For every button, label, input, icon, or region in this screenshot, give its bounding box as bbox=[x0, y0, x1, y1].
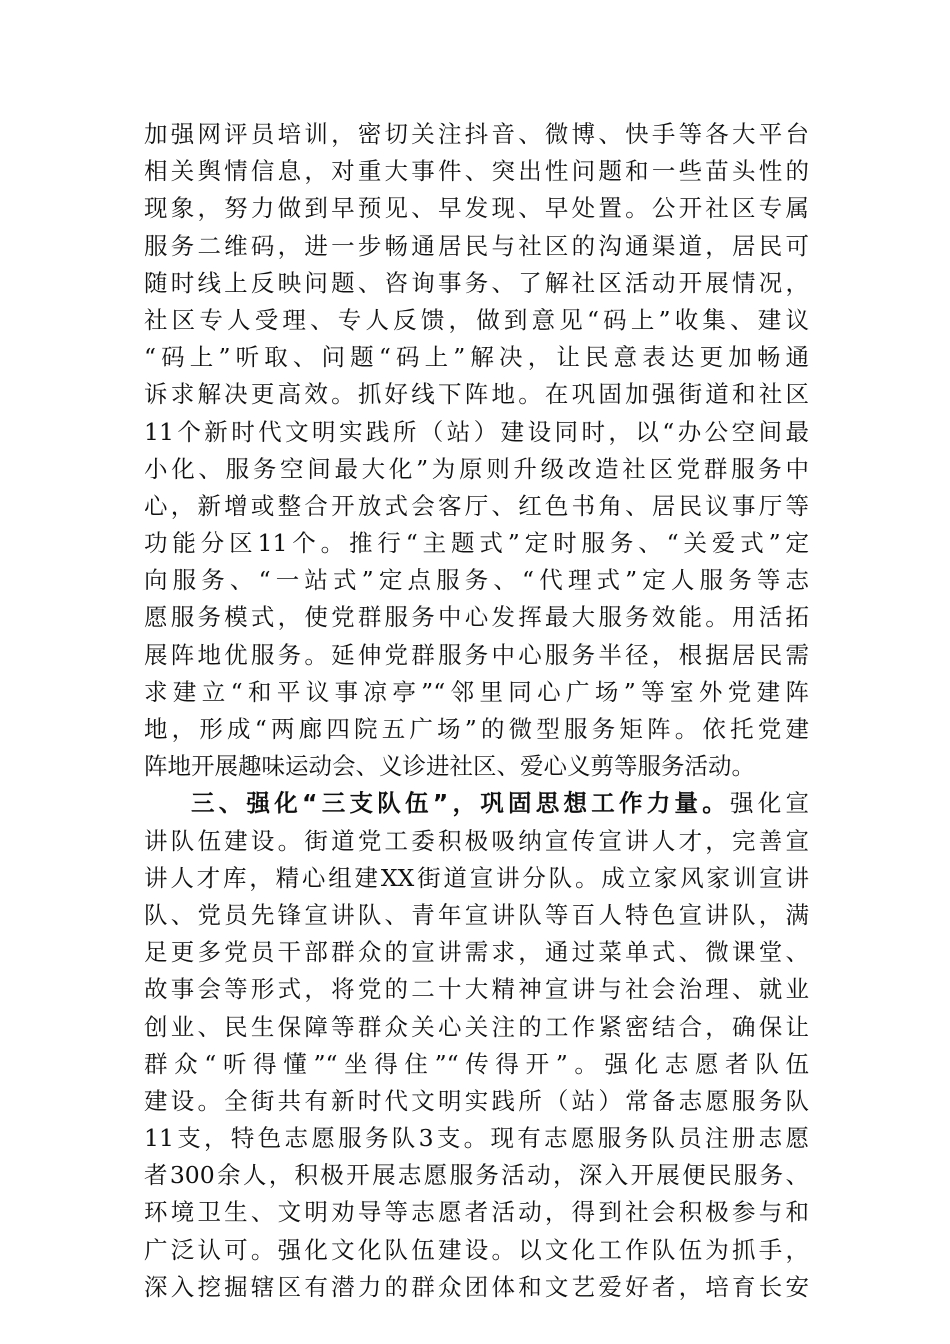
body-line: 11支，特色志愿服务队3支。现有志愿服务队员注册志愿 bbox=[144, 1124, 809, 1153]
body-line: 诉求解决更高效。抓好线下阵地。在巩固加强街道和社区 bbox=[144, 380, 809, 409]
body-line: 队、党员先锋宣讲队、青年宣讲队等百人特色宣讲队，满 bbox=[144, 900, 809, 929]
body-line: 地，形成“两廊四院五广场”的微型服务矩阵。依托党建 bbox=[144, 715, 809, 743]
section-heading-continuation: 强化宣 bbox=[730, 789, 809, 818]
body-line: 讲人才库，精心组建XX街道宣讲分队。成立家风家训宣讲 bbox=[144, 863, 809, 892]
body-line: 相关舆情信息，对重大事件、突出性问题和一些苗头性的 bbox=[144, 157, 809, 186]
body-line: 愿服务模式，使党群服务中心发挥最大服务效能。用活拓 bbox=[144, 603, 809, 632]
body-line: 功能分区11个。推行“主题式”定时服务、“关爱式”定 bbox=[144, 529, 809, 558]
section-heading-line bbox=[144, 785, 809, 822]
body-line: 现象，努力做到早预见、早发现、早处置。公开社区专属 bbox=[144, 194, 809, 223]
body-line: 深入挖掘辖区有潜力的群众团体和文艺爱好者，培育长安 bbox=[144, 1272, 809, 1301]
section-heading: 三、强化“三支队伍”，巩固思想工作力量。 bbox=[191, 789, 730, 818]
body-line: 随时线上反映问题、咨询事务、了解社区活动开展情况， bbox=[144, 268, 809, 297]
body-line: 11个新时代文明实践所（站）建设同时，以“办公空间最 bbox=[144, 417, 809, 446]
body-line: 环境卫生、文明劝导等志愿者活动，得到社会积极参与和 bbox=[144, 1198, 809, 1227]
body-line: 阵地开展趣味运动会、义诊进社区、爱心义剪等服务活动。 bbox=[144, 752, 755, 781]
document-body bbox=[144, 116, 809, 1306]
body-line: 故事会等形式，将党的二十大精神宣讲与社会治理、就业 bbox=[144, 975, 809, 1004]
body-line: 创业、民生保障等群众关心关注的工作紧密结合，确保让 bbox=[144, 1012, 809, 1041]
body-line: 讲队伍建设。街道党工委积极吸纳宣传宣讲人才，完善宣 bbox=[144, 826, 809, 855]
body-line: 向服务、“一站式”定点服务、“代理式”定人服务等志 bbox=[144, 566, 809, 595]
body-line: 群众“听得懂”“坐得住”“传得开”。强化志愿者队伍 bbox=[144, 1049, 809, 1078]
body-line: 服务二维码，进一步畅通居民与社区的沟通渠道，居民可 bbox=[144, 231, 809, 260]
body-line: 小化、服务空间最大化”为原则升级改造社区党群服务中 bbox=[144, 454, 809, 483]
body-line: 者300余人，积极开展志愿服务活动，深入开展便民服务、 bbox=[144, 1161, 809, 1190]
body-line: 足更多党员干部群众的宣讲需求，通过菜单式、微课堂、 bbox=[144, 938, 809, 967]
body-line: 求建立“和平议事凉亭”“邻里同心广场”等室外党建阵 bbox=[144, 677, 809, 706]
body-line: 社区专人受理、专人反馈，做到意见“码上”收集、建议 bbox=[144, 305, 809, 334]
body-line: 加强网评员培训，密切关注抖音、微博、快手等各大平台 bbox=[144, 120, 809, 148]
body-line: 展阵地优服务。延伸党群服务中心服务半径，根据居民需 bbox=[144, 640, 809, 669]
body-line: 建设。全街共有新时代文明实践所（站）常备志愿服务队 bbox=[144, 1086, 809, 1115]
body-line: 心，新增或整合开放式会客厅、红色书角、居民议事厅等 bbox=[144, 491, 809, 520]
body-line: “码上”听取、问题“码上”解决，让民意表达更加畅通 bbox=[144, 343, 809, 372]
body-line: 广泛认可。强化文化队伍建设。以文化工作队伍为抓手， bbox=[144, 1235, 809, 1264]
